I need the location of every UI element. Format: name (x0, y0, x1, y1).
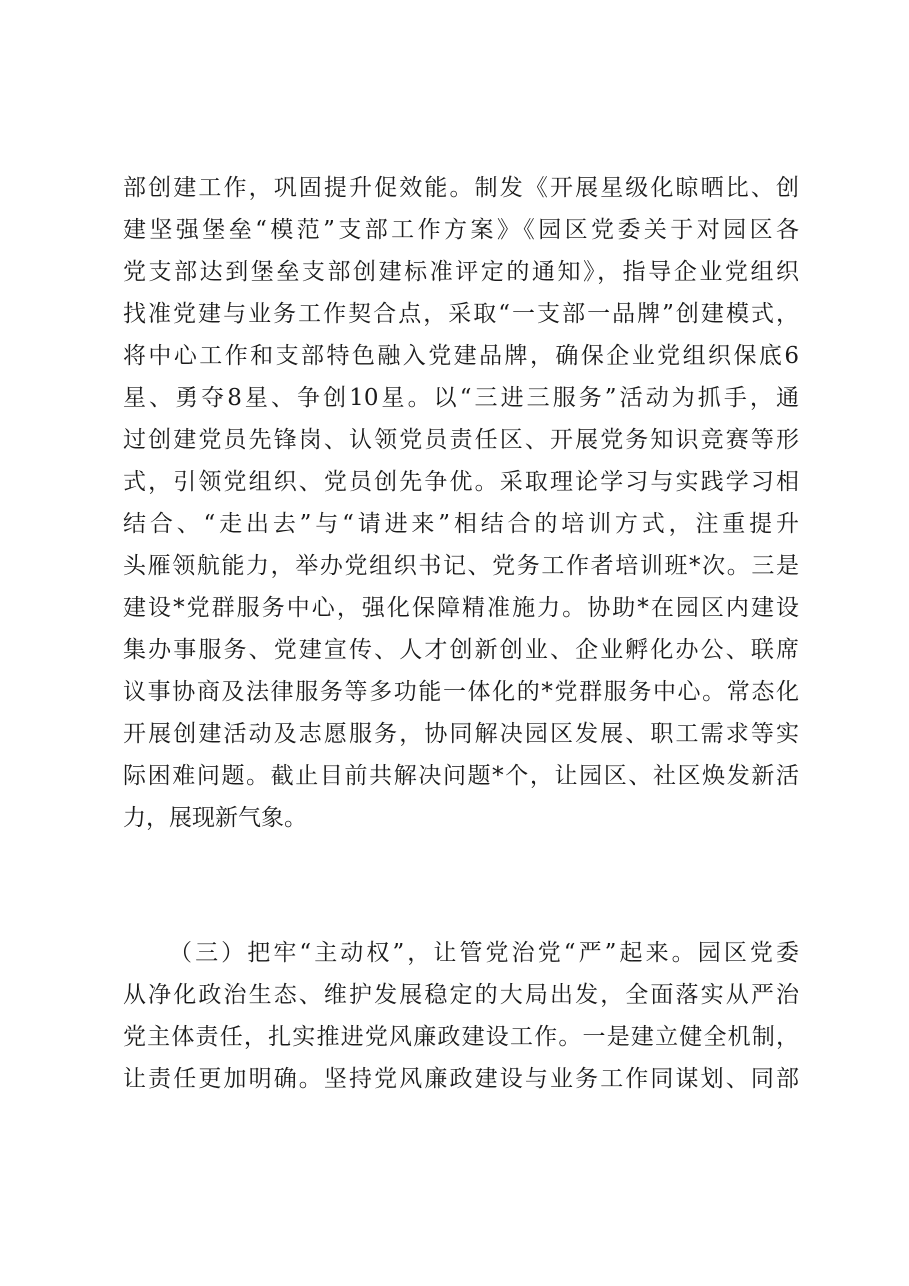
text-line: 将中心工作和支部特色融入党建品牌，确保企业党组织保底6 (123, 343, 799, 369)
text-line: 集办事服务、党建宣传、人才创新创业、企业孵化办公、联席 (123, 637, 799, 663)
text-line: 结合、“走出去”与“请进来”相结合的培训方式，注重提升 (123, 511, 799, 537)
text-line: 式，引领党组织、党员创先争优。采取理论学习与实践学习相 (123, 469, 799, 495)
text-line: 党支部达到堡垒支部创建标准评定的通知》，指导企业党组织 (123, 259, 799, 285)
text-line: 部创建工作，巩固提升促效能。制发《开展星级化晾晒比、创 (123, 175, 799, 201)
text-line: 头雁领航能力，举办党组织书记、党务工作者培训班*次。三是 (123, 553, 799, 579)
text-line: 让责任更加明确。坚持党风廉政建设与业务工作同谋划、同部 (123, 1066, 799, 1092)
text-line: 际困难问题。截止目前共解决问题*个，让园区、社区焕发新活 (123, 763, 799, 789)
text-line: 从净化政治生态、维护发展稳定的大局出发，全面落实从严治 (123, 982, 799, 1008)
text-line: 建设*党群服务中心，强化保障精准施力。协助*在园区内建设 (123, 595, 799, 621)
section-paragraph (123, 932, 799, 1100)
body-paragraph-continued (123, 167, 799, 839)
text-line: 议事协商及法律服务等多功能一体化的*党群服务中心。常态化 (123, 679, 799, 705)
text-line: 开展创建活动及志愿服务，协同解决园区发展、职工需求等实 (123, 721, 799, 747)
text-line: 建坚强堡垒“模范”支部工作方案》《园区党委关于对园区各 (123, 217, 799, 243)
text-line: 力，展现新气象。 (123, 805, 307, 831)
text-line: 党主体责任，扎实推进党风廉政建设工作。一是建立健全机制， (123, 1024, 799, 1050)
text-line: 过创建党员先锋岗、认领党员责任区、开展党务知识竞赛等形 (123, 427, 799, 453)
section-heading-line: （三）把牢“主动权”，让管党治党“严”起来。园区党委 (169, 940, 799, 966)
text-line: 星、勇夺8星、争创10星。以“三进三服务”活动为抓手，通 (123, 385, 799, 411)
text-line: 找准党建与业务工作契合点，采取“一支部一品牌”创建模式， (123, 301, 799, 327)
